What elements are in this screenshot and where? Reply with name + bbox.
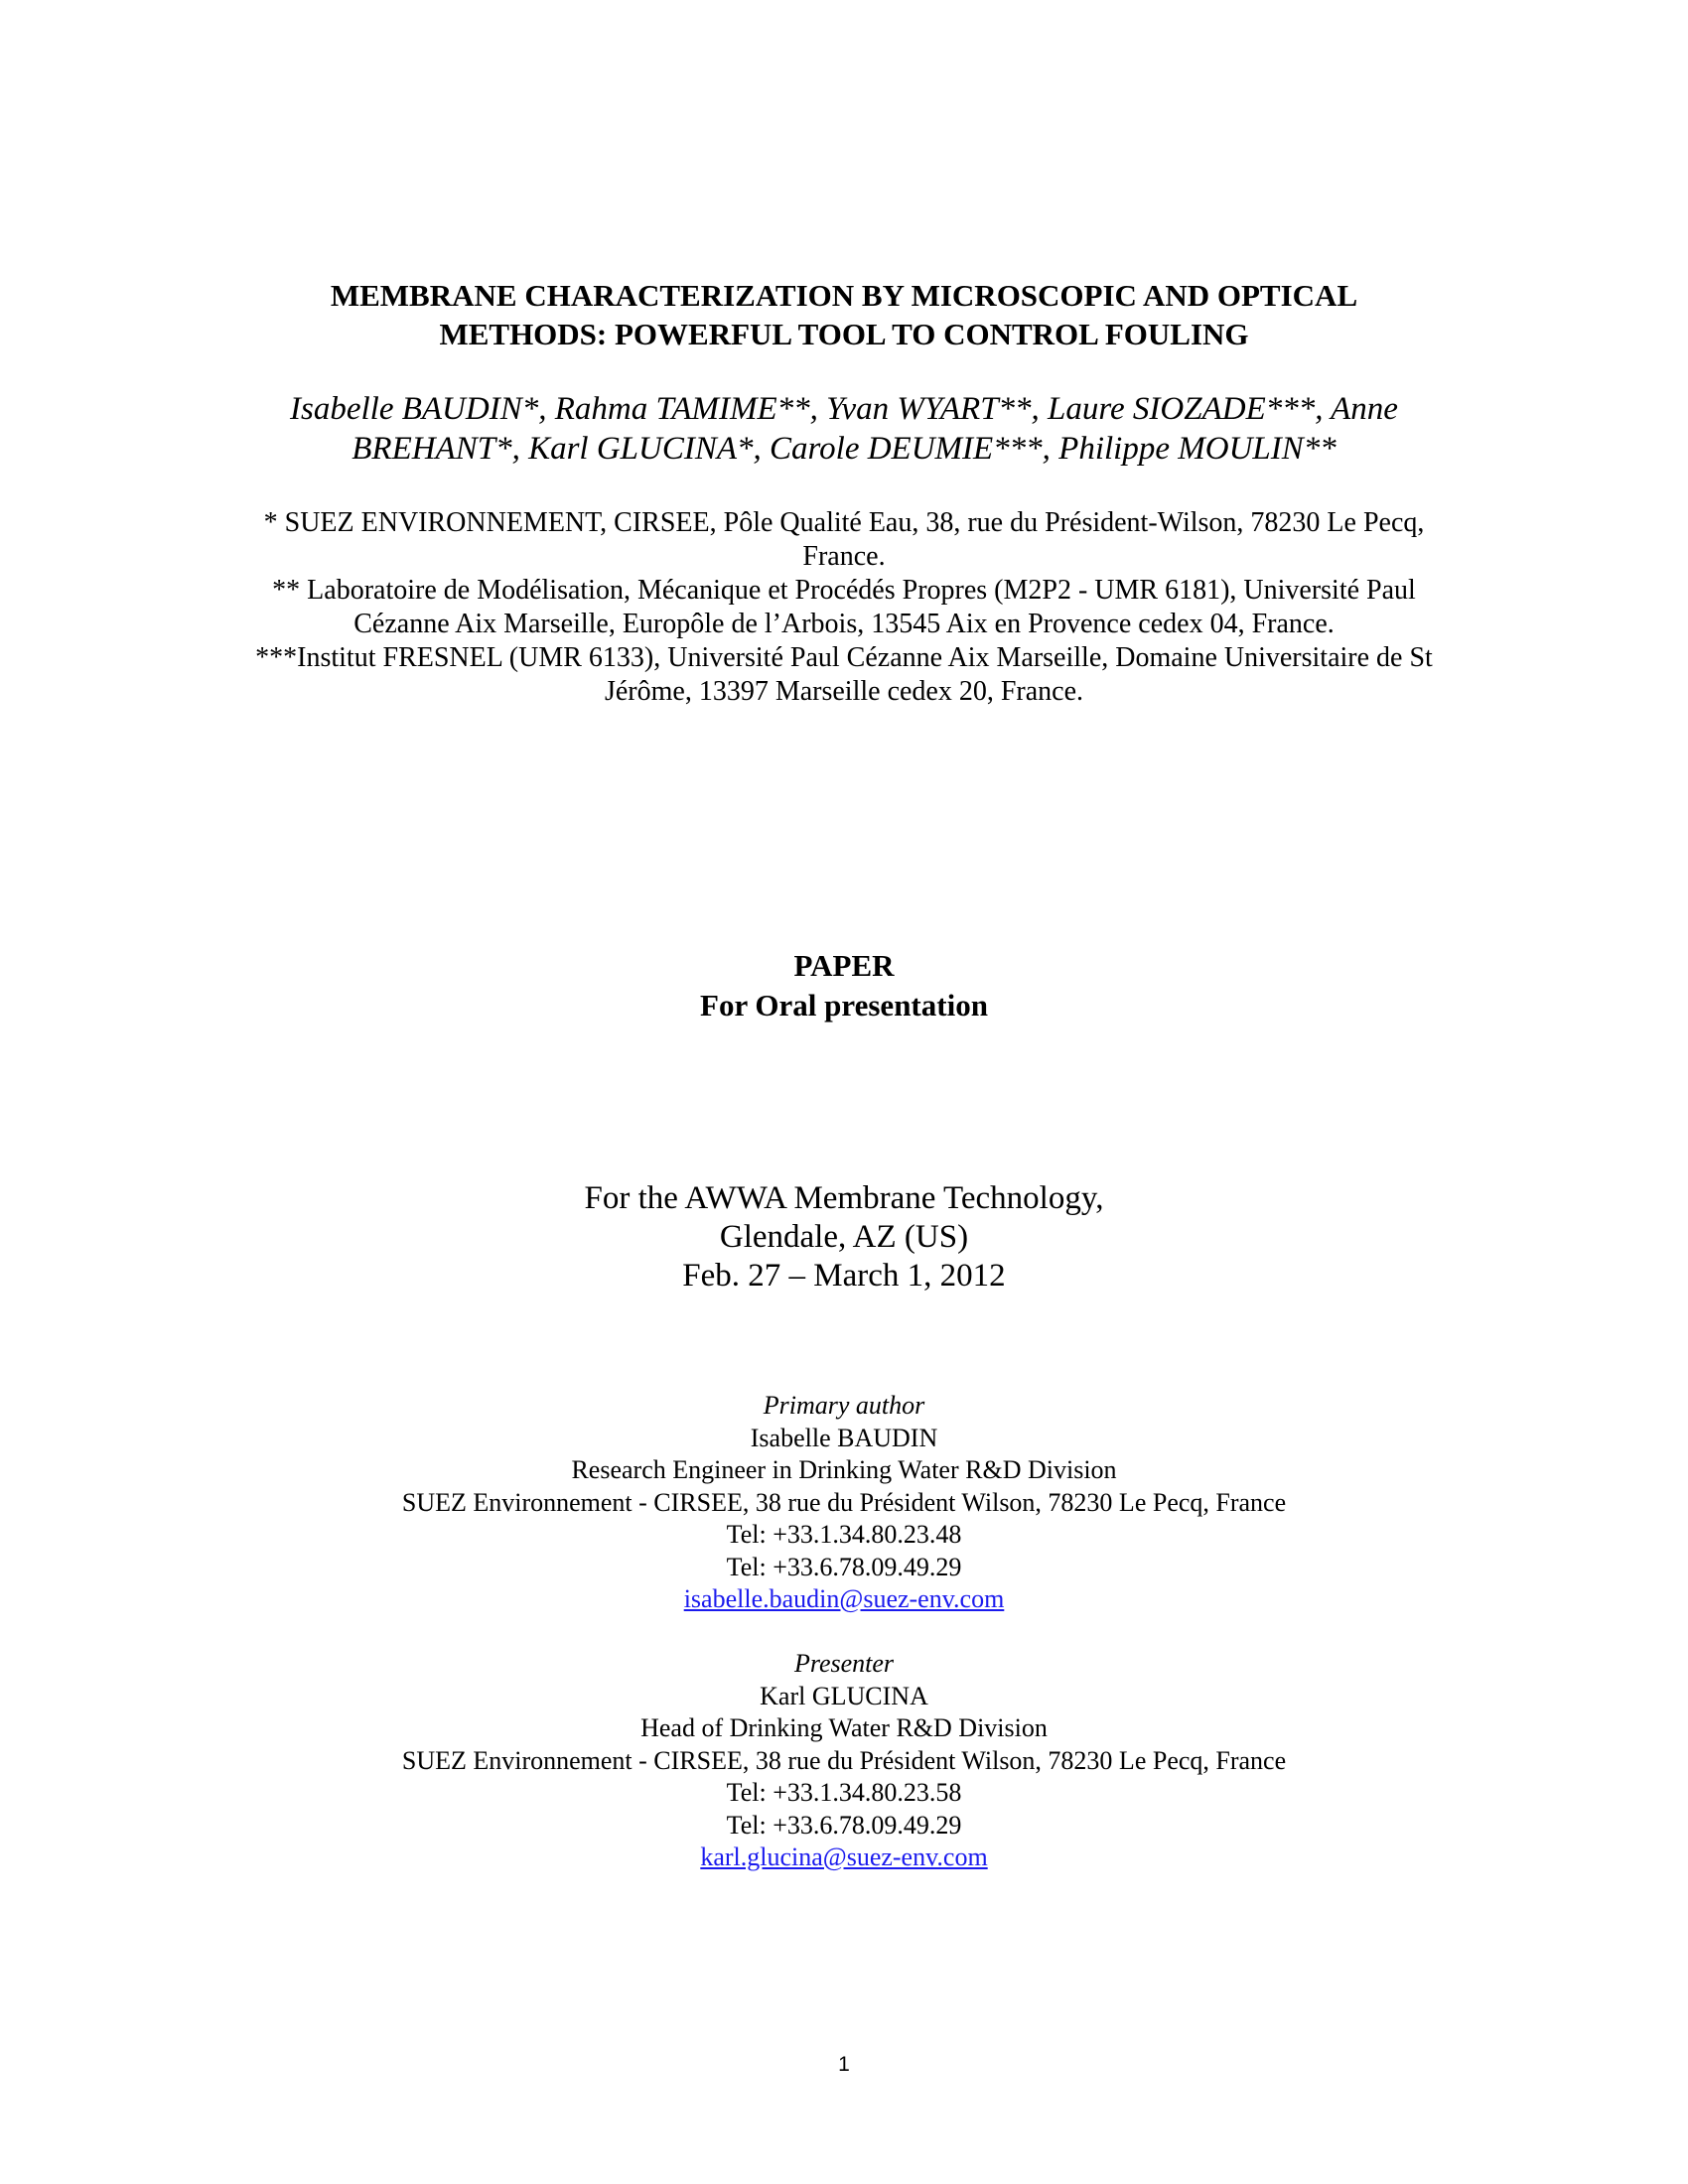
primary-author-tel-1: Tel: +33.1.34.80.23.48 <box>726 1520 962 1549</box>
presenter-tel-2: Tel: +33.6.78.09.49.29 <box>726 1810 962 1840</box>
presenter-contact <box>0 1648 1688 1874</box>
primary-author-position: Research Engineer in Drinking Water R&D Division <box>571 1455 1117 1484</box>
page-number: 1 <box>838 2053 850 2076</box>
conference-dates: Feb. 27 – March 1, 2012 <box>682 1258 1006 1294</box>
presenter-tel-1: Tel: +33.1.34.80.23.58 <box>726 1778 962 1807</box>
presentation-type: For Oral presentation <box>700 988 988 1023</box>
primary-author-tel-2: Tel: +33.6.78.09.49.29 <box>726 1552 962 1581</box>
authors-line-2: BREHANT*, Karl GLUCINA*, Carole DEUMIE***, Philippe MOULIN** <box>352 431 1336 467</box>
presenter-address: SUEZ Environnement - CIRSEE, 38 rue du Président Wilson, 78230 Le Pecq, France <box>401 1745 1287 1775</box>
primary-author-contact <box>0 1390 1688 1616</box>
primary-author-name: Isabelle BAUDIN <box>750 1423 938 1452</box>
conference-name: For the AWWA Membrane Technology, <box>584 1180 1104 1216</box>
title-line-2: METHODS: POWERFUL TOOL TO CONTROL FOULING <box>439 317 1249 351</box>
presenter-position: Head of Drinking Water R&D Division <box>640 1713 1048 1742</box>
affiliation-line: * SUEZ ENVIRONNEMENT, CIRSEE, Pôle Qualité Eau, 38, rue du Président-Wilson, 78230 Le Pecq, <box>263 507 1425 538</box>
affiliation-line: ***Institut FRESNEL (UMR 6133), Université Paul Cézanne Aix Marseille, Domaine Universitaire de St <box>255 642 1433 673</box>
affiliation-line: Cézanne Aix Marseille, Europôle de l’Arbois, 13545 Aix en Provence cedex 04, France. <box>353 609 1335 639</box>
affiliation-line: Jérôme, 13397 Marseille cedex 20, France. <box>604 676 1084 707</box>
affiliations <box>0 506 1688 709</box>
author-list <box>0 389 1688 469</box>
presenter-role: Presenter <box>793 1649 895 1678</box>
title-line-1: MEMBRANE CHARACTERIZATION BY MICROSCOPIC AND OPTICAL <box>330 278 1358 313</box>
conference-location: Glendale, AZ (US) <box>719 1219 969 1255</box>
paper-type-label: PAPER <box>793 948 895 983</box>
authors-line-1: Isabelle BAUDIN*, Rahma TAMIME**, Yvan WYART**, Laure SIOZADE***, Anne <box>290 391 1398 427</box>
primary-author-role: Primary author <box>763 1391 925 1420</box>
paper-type <box>0 946 1688 1025</box>
primary-author-address: SUEZ Environnement - CIRSEE, 38 rue du Président Wilson, 78230 Le Pecq, France <box>401 1487 1287 1517</box>
affiliation-line: France. <box>802 541 886 572</box>
primary-author-email-link[interactable]: isabelle.baudin@suez-env.com <box>683 1584 1005 1613</box>
presenter-name: Karl GLUCINA <box>760 1681 928 1710</box>
affiliation-line: ** Laboratoire de Modélisation, Mécanique et Procédés Propres (M2P2 - UMR 6181), Université Paul <box>272 575 1416 606</box>
presenter-email-link[interactable]: karl.glucina@suez-env.com <box>700 1843 988 1871</box>
paper-title <box>0 276 1688 353</box>
conference-info <box>0 1179 1688 1296</box>
